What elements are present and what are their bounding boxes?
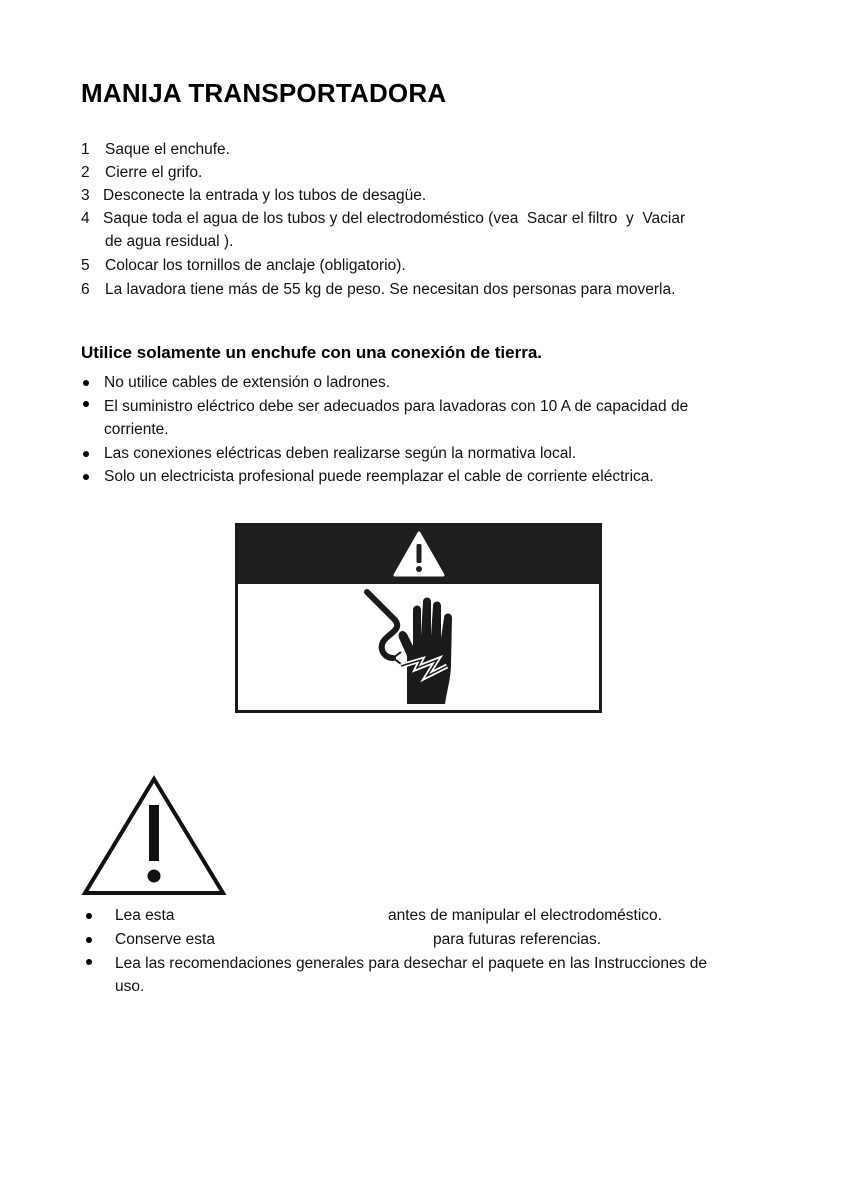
step-number: 5 [81, 257, 90, 274]
step-text: Cierre el grifo. [105, 164, 203, 181]
electric-shock-hand-icon [363, 586, 473, 706]
step-text: Saque el enchufe. [105, 141, 230, 158]
list-item-text: Solo un electricista profesional puede reemplazar el cable de corriente eléctrica. [104, 468, 654, 485]
list-item-text: Conserve esta [115, 931, 215, 948]
electric-shock-warning-sign [235, 523, 602, 713]
warning-header-band [238, 526, 599, 584]
step-text: Saque toda el agua de los tubos y del electrodoméstico (vea Sacar el filtro y Vaciar [103, 210, 686, 227]
step-number: 6 [81, 281, 90, 298]
bullet-icon [83, 401, 89, 407]
list-item-text: No utilice cables de extensión o ladrones. [104, 374, 391, 391]
step-text-continuation: de agua residual ). [105, 233, 234, 250]
bullet-icon [83, 380, 89, 386]
step-number: 2 [81, 164, 90, 181]
bullet-icon [86, 959, 92, 965]
list-item-text: Las conexiones eléctricas deben realizarse según la normativa local. [104, 445, 577, 462]
step-number: 4 [81, 210, 90, 227]
step-text: Colocar los tornillos de anclaje (obligatorio). [105, 257, 406, 274]
bullet-icon [83, 474, 89, 480]
page-title: MANIJA TRANSPORTADORA [81, 78, 447, 108]
list-item-text: Lea las recomendaciones generales para desechar el paquete en las Instrucciones de [115, 955, 707, 972]
list-item-text: El suministro eléctrico debe ser adecuados para lavadoras con 10 A de capacidad de [104, 398, 689, 415]
bullet-icon [86, 937, 92, 943]
step-number: 1 [81, 141, 90, 158]
bullet-icon [86, 913, 92, 919]
warning-triangle-icon [392, 530, 446, 578]
section-heading: Utilice solamente un enchufe con una conexión de tierra. [81, 343, 542, 362]
bullet-icon [83, 451, 89, 457]
list-item-text: antes de manipular el electrodoméstico. [388, 907, 662, 924]
list-item-text: para futuras referencias. [433, 931, 602, 948]
warning-triangle-icon [81, 775, 227, 897]
step-number: 3 [81, 187, 90, 204]
list-item-text: Lea esta [115, 907, 175, 924]
step-text: Desconecte la entrada y los tubos de desagüe. [103, 187, 427, 204]
step-text: La lavadora tiene más de 55 kg de peso. Se necesitan dos personas para moverla. [105, 281, 676, 298]
list-item-text-continuation: corriente. [104, 421, 169, 438]
list-item-text-continuation: uso. [115, 978, 145, 995]
